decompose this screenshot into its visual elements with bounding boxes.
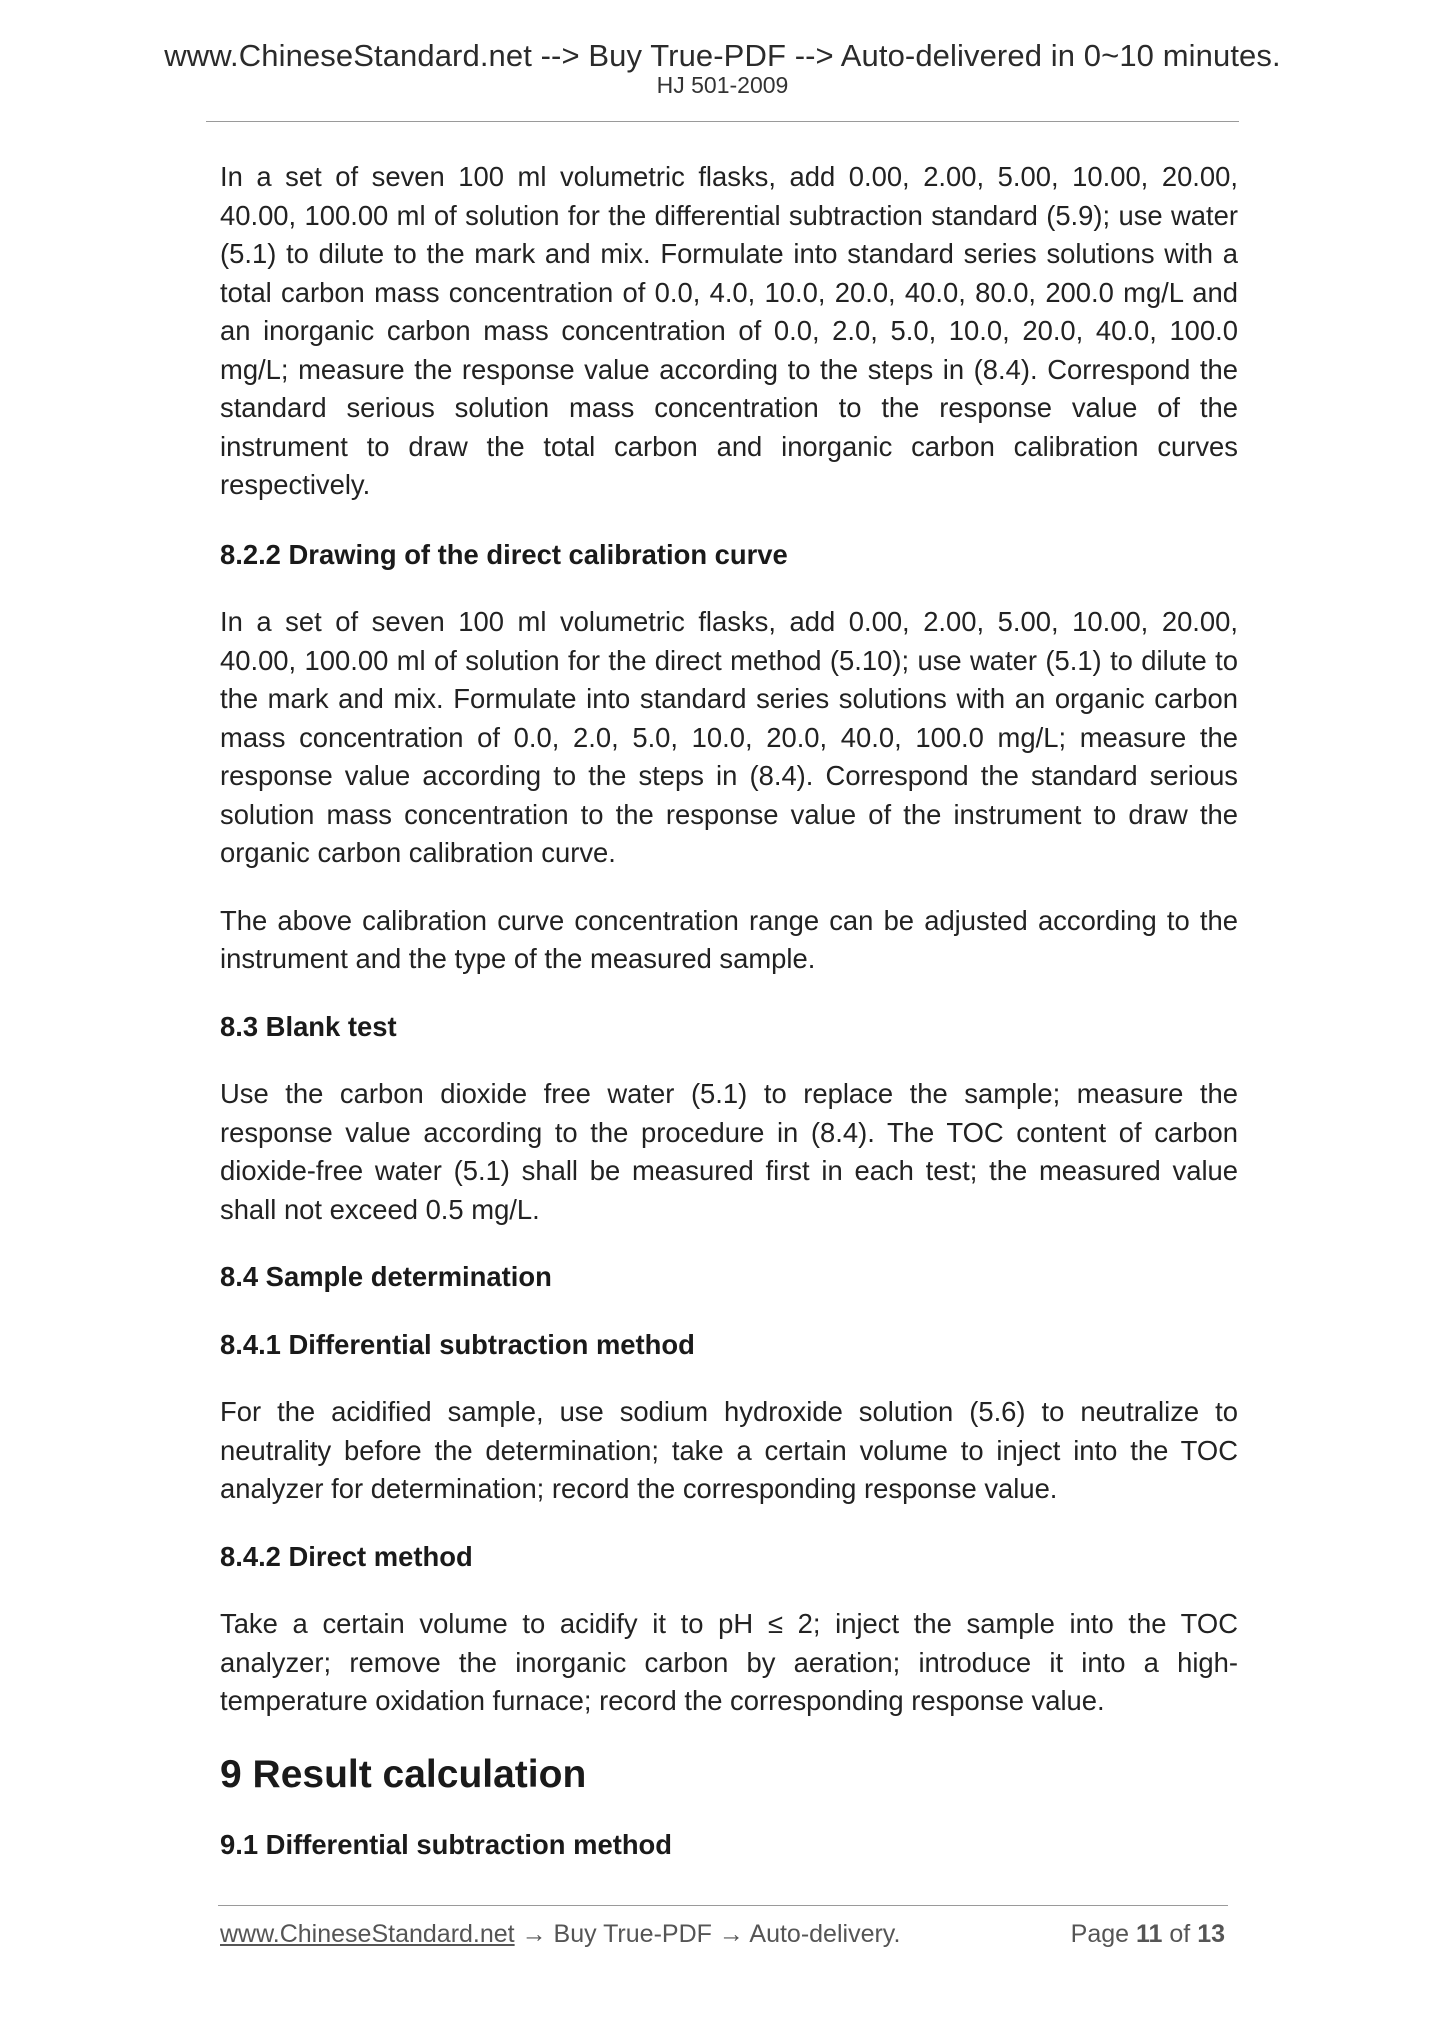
heading-8-4-2: 8.4.2 Direct method (220, 1540, 473, 1572)
paragraph-blank-test: Use the carbon dioxide free water (5.1) to replace the sample; measure the response value according to the procedure in (8.4). The TOC content of carbon dioxide-free water (5.1) shall be measured first in each test; the measured value shall not exceed 0.5 mg/L. (220, 1078, 1238, 1225)
page-label: Page (1070, 1920, 1130, 1948)
of-label: of (1169, 1920, 1191, 1948)
paragraph-differential-calibration: In a set of seven 100 ml volumetric flasks, add 0.00, 2.00, 5.00, 10.00, 20.00, 40.00, 100.00 ml of solution for the differential subtraction standard (5.9); use water (5.1) to dilute to the mark and mix. Formulate into standard series solutions with a total carbon mass concentration of 0.0, 4.0, 10.0, 20.0, 40.0, 80.0, 200.0 mg/L and an inorganic carbon mass concentration of 0.0, 2.0, 5.0, 10.0, 20.0, 40.0, 100.0 mg/L; measure the response value according to the steps in (8.4). Correspond the standard serious solution mass concentration to the response value of the instrument to draw the total carbon and inorganic carbon calibration curves respectively. (220, 161, 1238, 500)
paragraph-range-note: The above calibration curve concentration range can be adjusted according to the instrument and the type of the measured sample. (220, 904, 1238, 974)
footer-link[interactable]: www.ChineseStandard.net (220, 1920, 515, 1948)
heading-8-4-1: 8.4.1 Differential subtraction method (220, 1328, 695, 1360)
heading-8-4: 8.4 Sample determination (220, 1261, 552, 1292)
heading-8-3: 8.3 Blank test (220, 1010, 397, 1042)
paragraph-direct-method: Take a certain volume to acidify it to pH ≤ 2; inject the sample into the TOC analyzer; remove the inorganic carbon by aeration; introduce it into a high-temperature oxidation furnace; record the corresponding response value. (220, 1608, 1238, 1716)
page-footer (220, 1920, 1225, 1949)
paragraph-differential-method: For the acidified sample, use sodium hydroxide solution (5.6) to neutralize to neutrality before the determination; take a certain volume to inject into the TOC analyzer for determination; record the corresponding response value. (220, 1396, 1238, 1504)
page-content (220, 158, 1238, 1893)
footer-tagline: → Buy True-PDF → Auto-delivery. (514, 1920, 901, 1948)
footer-divider (218, 1905, 1228, 1906)
page-number: 11 (1135, 1920, 1163, 1948)
heading-8-2-2: 8.2.2 Drawing of the direct calibration curve (220, 538, 788, 570)
paragraph-direct-calibration: In a set of seven 100 ml volumetric flasks, add 0.00, 2.00, 5.00, 10.00, 20.00, 40.00, 100.00 ml of solution for the direct method (5.10); use water (5.1) to dilute to the mark and mix. Formulate into standard series solutions with an organic carbon mass concentration of 0.0, 2.0, 5.0, 10.0, 20.0, 40.0, 100.0 mg/L; measure the response value according to the steps in (8.4). Correspond the standard serious solution mass concentration to the response value of the instrument to draw the organic carbon calibration curve. (220, 606, 1238, 868)
document-id: HJ 501-2009 (656, 72, 789, 98)
heading-9-1: 9.1 Differential subtraction method (220, 1828, 673, 1860)
header-banner: www.ChineseStandard.net --> Buy True-PDF --> Auto-delivered in 0~10 minutes. (164, 38, 1281, 73)
page-total: 13 (1197, 1920, 1225, 1948)
header-divider (206, 121, 1239, 122)
heading-9: 9 Result calculation (220, 1752, 587, 1796)
page-counter (1071, 1920, 1225, 1949)
